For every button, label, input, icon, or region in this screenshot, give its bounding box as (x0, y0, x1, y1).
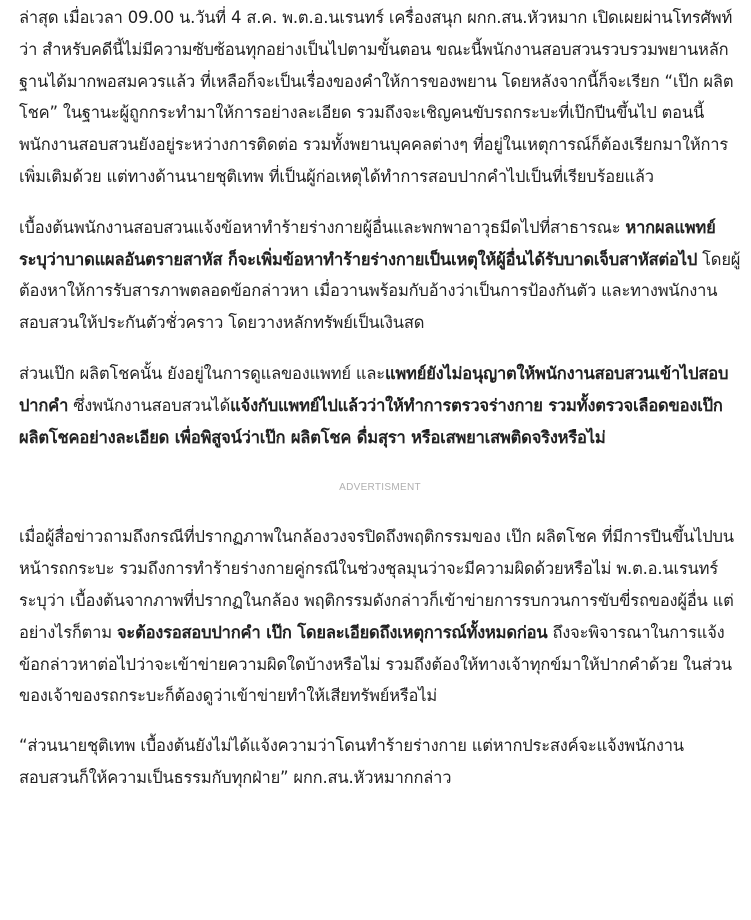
paragraph-3-text-a: ส่วนเป๊ก ผลิตโชคนั้น ยังอยู่ในการดูแลของแพทย์ และ (19, 363, 385, 383)
paragraph-3-text-c: ซึ่งพนักงานสอบสวนได้ (68, 395, 231, 415)
paragraph-2-text-a: เบื้องต้นพนักงานสอบสวนแจ้งข้อหาทำร้ายร่างกายผู้อื่นและพกพาอาวุธมีดไปที่สาธารณะ (19, 217, 626, 237)
paragraph-3-bold-d: แจ้งกับแพทย์ไปแล้วว่าให้ทำการตรวจร่างกาย รวมทั้งตรวจเลือดของเป๊ก ผลิตโชคอย่างละเอียด เพื่อพิสูจน์ว่าเป๊ก ผลิตโชค ดื่มสุรา หรือเสพยาเสพติดจริงหรือไม่ (19, 395, 723, 447)
paragraph-5-text: “ส่วนนายชุติเทพ เบื้องต้นยังไม่ได้แจ้งความว่าโดนทำร้ายร่างกาย แต่หากประสงค์จะแจ้งพนักงานสอบสวนก็ให้ความเป็นธรรมกับทุกฝ่าย” ผกก.สน.หัวหมากกล่าว (19, 736, 684, 787)
advertisement-label: ADVERTISMENT (339, 482, 421, 494)
paragraph-3-bold-b: แพทย์ยังไม่อนุญาตให้พนักงานสอบสวนเข้าไปสอบปากคำ (19, 363, 729, 415)
article-quote-paragraph (19, 730, 741, 794)
paragraph-4-bold-b: จะต้องรอสอบปากคำ เป๊ก โดยละเอียดถึงเหตุการณ์ทั้งหมดก่อน (116, 622, 548, 642)
article-paragraph-1 (19, 2, 741, 193)
paragraph-1-text: ล่าสุด เมื่อเวลา 09.00 น.วันที่ 4 ส.ค. พ.ต.อ.นเรนทร์ เครื่องสนุก ผกก.สน.หัวหมาก เปิดเผยผ่านโทรศัพท์ว่า สำหรับคดีนี้ไม่มีความซับซ้อนทุกอย่างเป็นไปตามขั้นตอน ขณะนี้พนักงานสอบสวนรวบรวมพยานหลักฐานได้มากพอสมควรแล้ว ที่เหลือก็จะเป็นเรื่องของคำให้การของพยาน โดยหลังจากนี้ก็จะเรียก “เป๊ก ผลิตโชค” ในฐานะผู้ถูกกระทำมาให้การอย่างละเอียด รวมถึงจะเชิญคนขับรถกระบะที่เป๊กปีนขึ้นไป ตอนนี้พนักงานสอบสวนยังอยู่ระหว่างการติดต่อ รวมทั้งพยานบุคคลต่างๆ ที่อยู่ในเหตุการณ์ก็ต้องเรียกมาให้การเพิ่มเติมด้วย แต่ทางด้านนายชุติเทพ ที่เป็นผู้ก่อเหตุได้ทำการสอบปากคำไปเป็นที่เรียบร้อยแล้ว (19, 8, 734, 186)
article-body (19, 0, 741, 794)
article-paragraph-2 (19, 212, 741, 339)
paragraph-2-text-c: โดยผู้ต้องหาให้การรับสารภาพตลอดข้อกล่าวหา เมื่อวานพร้อมกับอ้างว่าเป็นการป้องกันตัว และทางพนักงานสอบสวนให้ประกันตัวชั่วคราว โดยวางหลักทรัพย์เป็นเงินสด (19, 249, 741, 333)
article-paragraph-4 (19, 521, 741, 712)
article-paragraph-3 (19, 358, 741, 453)
paragraph-4-text-a: เมื่อผู้สื่อข่าวถามถึงกรณีที่ปรากฏภาพในกล้องวงจรปิดถึงพฤติกรรมของ เป๊ก ผลิตโชค ที่มีการปีนขึ้นไปบนหน้ารถกระบะ รวมถึงการทำร้ายร่างกายคู่กรณีในช่วงชุลมุนว่าจะมีความผิดด้วยหรือไม่ พ.ต.อ.นเรนทร์ระบุว่า เบื้องต้นจากภาพที่ปรากฏในกล้อง พฤติกรรมดังกล่าวก็เข้าข่ายการรบกวนการขับขี่รถของผู้อื่น แต่อย่างไรก็ตาม (19, 527, 734, 642)
paragraph-2-bold-b: หากผลแพทย์ระบุว่าบาดแผลอันตรายสาหัส ก็จะเพิ่มข้อหาทำร้ายร่างกายเป็นเหตุให้ผู้อื่นได้รับบาดเจ็บสาหัสต่อไป (19, 217, 716, 269)
paragraph-4-text-c: ถึงจะพิจารณาในการแจ้งข้อกล่าวหาต่อไปว่าจะเข้าข่ายความผิดใดบ้างหรือไม่ รวมถึงต้องให้ทางเจ้าทุกข์มาให้ปากคำด้วย ในส่วนของเจ้าของรถกระบะก็ต้องดูว่าเข้าข่ายทำให้เสียทรัพย์หรือไม่ (19, 622, 732, 706)
